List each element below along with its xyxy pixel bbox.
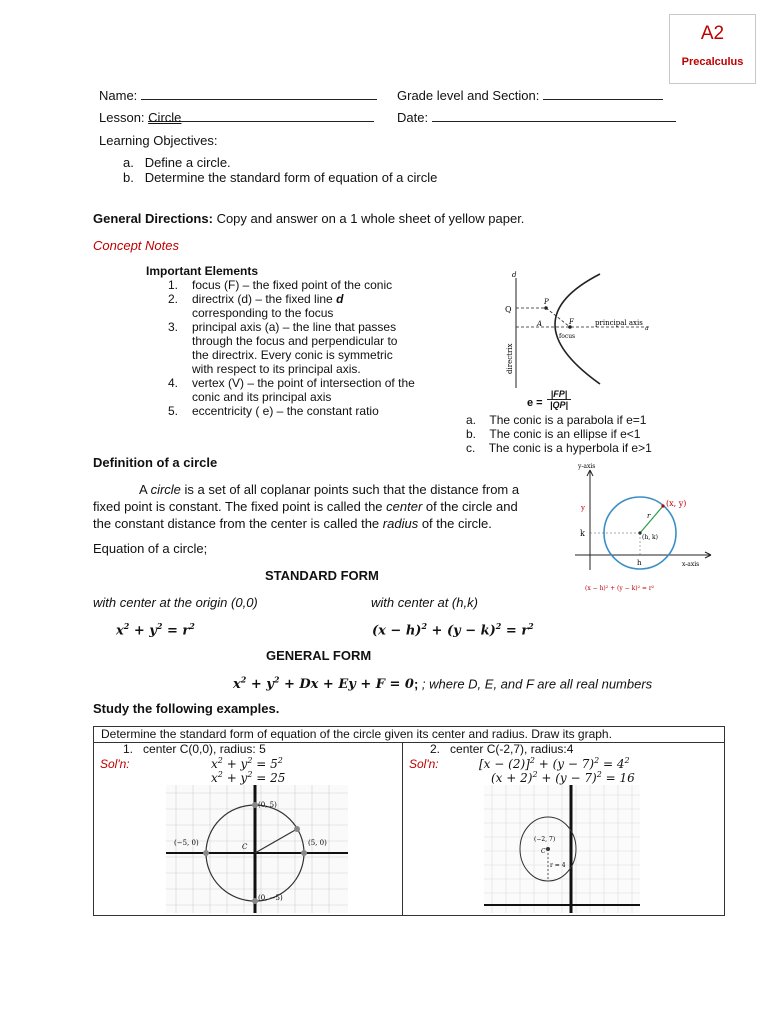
important-elements-list (146, 278, 416, 418)
axis-a-label: a (645, 325, 649, 332)
conic-type-b: b. The conic is an ellipse if e<1 (466, 427, 641, 441)
point-left-label: (−5, 0) (174, 839, 199, 847)
x-axis-label: x-axis (682, 561, 700, 568)
table-column-divider (402, 742, 403, 916)
definition-title: Definition of a circle (93, 455, 218, 470)
eccentricity-e: e = (527, 397, 543, 409)
directrix-d-label: d (512, 271, 517, 279)
example-1-graph (166, 785, 348, 913)
point-a-label: A (537, 320, 543, 328)
focus-label: focus (559, 333, 576, 340)
conic-type-a: a. The conic is a parabola if e=1 (466, 413, 647, 427)
point-bottom-label: (0, −5) (258, 894, 283, 902)
directions-text: Copy and answer on a 1 whole sheet of yellow paper. (216, 211, 525, 226)
example-2-solution-label: Sol'n: (409, 757, 439, 771)
standard-origin-equation: $x^2 + y^2 = r^2$ (116, 621, 195, 639)
k-label: k (580, 529, 585, 538)
lesson-label: Lesson: (99, 110, 145, 125)
example-2-step-1: $[x - (2)]^2 + (y - 7)^2 = 4^2$ (479, 756, 630, 771)
circle-equation-caption: (x − h)² + (y − k)² = r² (585, 585, 655, 592)
study-examples-heading: Study the following examples. (93, 701, 280, 716)
concept-notes-heading: Concept Notes (93, 238, 179, 253)
general-directions (93, 211, 524, 226)
name-label: Name: (99, 88, 138, 103)
y-axis-label: y-axis (578, 463, 596, 470)
radius-r-label: r (647, 512, 651, 520)
point-p-label: P (544, 298, 549, 306)
definition-line-1: A circle is a set of all coplanar points such that the distance from a (139, 482, 520, 497)
conic-type-c: c. The conic is a hyperbola if e>1 (466, 441, 652, 455)
example-2-title: 2. center C(-2,7), radius:4 (430, 742, 574, 756)
fraction-numerator: |FP| (550, 389, 568, 399)
point-xy-label: (x, y) (666, 499, 687, 508)
list-item: 4. vertex (V) – the point of intersection of the conic and its principal axis (168, 376, 415, 404)
lesson-row (99, 110, 374, 125)
list-item: 1. focus (F) – the fixed point of the conic (168, 278, 393, 292)
list-item: 2. directrix (d) – the fixed line d corresponding to the focus (168, 292, 344, 320)
example-1-step-1: $x^2 + y^2 = 5^2$ (211, 756, 283, 771)
grade-blank[interactable] (543, 88, 663, 100)
center-point-label: (−2, 7) (534, 836, 556, 843)
subject-name: Precalculus (681, 56, 744, 68)
module-code: A2 (700, 23, 725, 44)
radius-label: r = 4 (550, 862, 566, 869)
definition-line-2: fixed point is constant. The fixed point is called the center of the circle and (93, 499, 518, 514)
directions-label: General Directions: (93, 211, 213, 226)
center-c-label: C (541, 848, 546, 855)
definition-line-3: the constant distance from the center is called the radius of the circle. (93, 516, 492, 531)
example-2-step-2: $(x + 2)^2 + (y - 7)^2 = 16$ (491, 770, 635, 785)
lesson-value: Circle (148, 110, 374, 122)
point-f-label: F (569, 318, 574, 326)
example-1-solution-label: Sol'n: (100, 757, 130, 771)
name-row (99, 88, 377, 103)
table-header: Determine the standard form of equation of the circle given its center and radius. Draw its graph. (101, 727, 612, 741)
point-top-label: (0, 5) (258, 801, 277, 809)
directrix-label: directrix (506, 343, 514, 374)
center-c-label: C (242, 843, 248, 851)
objective-a: a. Define a circle. (123, 155, 231, 170)
equation-label: Equation of a circle; (93, 541, 208, 556)
general-form-title: GENERAL FORM (266, 648, 372, 663)
point-q-label: Q (505, 305, 512, 314)
name-blank[interactable] (141, 88, 377, 100)
example-1-step-2: $x^2 + y^2 = 25$ (211, 770, 286, 785)
conic-diagram (490, 270, 665, 390)
general-form-row: $x^2 + y^2 + Dx + Ey + F = 0$; ; where D, E, and F are all real numbers (233, 675, 653, 693)
hk-center-label: with center at (h,k) (371, 595, 478, 610)
standard-form-title: STANDARD FORM (265, 568, 379, 583)
point-right-label: (5, 0) (308, 839, 327, 847)
eccentricity-fraction (547, 389, 571, 410)
list-item: 3. principal axis (a) – the line that passes through the focus and perpendicular to the directrix. Every conic is symmetric with respect to its principal axis. (168, 320, 398, 376)
grade-label: Grade level and Section: (397, 88, 540, 103)
date-row (397, 110, 676, 125)
example-2-graph (484, 785, 640, 913)
objectives-label: Learning Objectives: (99, 133, 218, 148)
y-coordinate-label: y (581, 504, 585, 512)
h-label: h (637, 559, 642, 567)
standard-hk-equation: $(x - h)^2 + (y - k)^2 = r^2$ (372, 621, 534, 639)
general-form-note: ; where D, E, and F are all real numbers (418, 676, 653, 692)
fraction-denominator: |QP| (547, 399, 571, 410)
circle-diagram (565, 458, 715, 596)
origin-center-label: with center at the origin (0,0) (93, 595, 258, 610)
grade-row (397, 88, 663, 103)
list-item: 5. eccentricity ( e) – the constant ratio (168, 404, 379, 418)
important-elements-title: Important Elements (146, 264, 259, 278)
date-blank[interactable] (432, 110, 676, 122)
subject-badge (669, 14, 756, 84)
general-equation: $x^2 + y^2 + Dx + Ey + F = 0$ (233, 675, 414, 693)
date-label: Date: (397, 110, 429, 125)
principal-axis-label: principal axis (595, 319, 643, 327)
center-hk-label: (h, k) (642, 534, 658, 541)
example-1-title: 1. center C(0,0), radius: 5 (123, 742, 266, 756)
objective-b: b. Determine the standard form of equation of a circle (123, 170, 438, 185)
